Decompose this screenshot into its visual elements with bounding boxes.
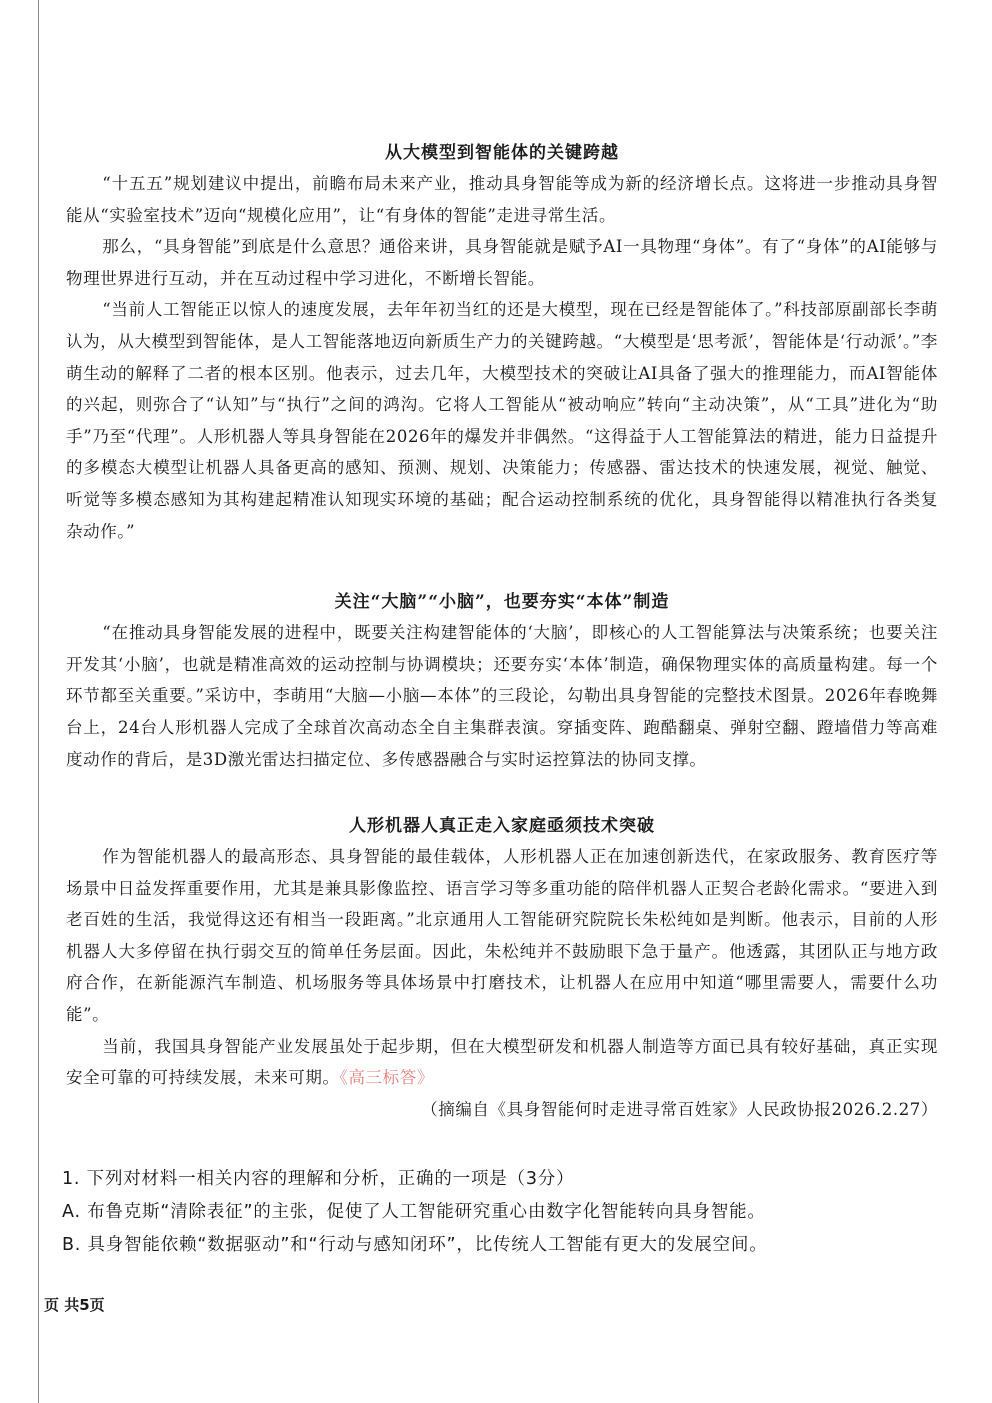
section-3-title: 人形机器人真正走入家庭亟须技术突破 — [349, 816, 655, 837]
section-2-paragraph-1: “在推动具身智能发展的进程中，既要关注构建智能体的‘大脑’，即核心的人工智能算法与决策系统；也要关注开发其‘小脑’，也就是精准高效的运动控制与协调模块；还要夯实‘本体’制造，确保物理实体的高质量构建。每一个环节都至关重要。”采访中，李萌用“大脑—小脑—本体”的三段论，勾勒出具身智能的完整技术图景。2026年春晚舞台上，24台人形机器人完成了全球首次高动态全自主集群表演。穿插变阵、跑酷翻桌、弹射空翻、蹬墙借力等高难度动作的背后，是3D激光雷达扫描定位、多传感器融合与实时运控算法的协同支撑。 — [66, 623, 938, 769]
question-1-stem: 1. 下列对材料一相关内容的理解和分析，正确的一项是（3分） — [62, 1169, 575, 1189]
question-1-option-b: B. 具身智能依赖“数据驱动”和“行动与感知闭环”，比传统人工智能有更大的发展空间。 — [62, 1235, 768, 1255]
questions — [62, 1163, 942, 1262]
article — [66, 138, 938, 1125]
article-source: （摘编自《具身智能何时走进寻常百姓家》人民政协报2026.2.27） — [421, 1099, 938, 1119]
section-2-title: 关注“大脑”“小脑”，也要夯实“本体”制造 — [334, 592, 670, 613]
section-gap — [66, 775, 938, 811]
question-1-option-a: A. 布鲁克斯“清除表征”的主张，促使了人工智能研究重心由数字化智能转向具身智能。 — [62, 1202, 766, 1222]
page-footer: 页 共5页 — [44, 1296, 105, 1314]
section-gap — [66, 547, 938, 587]
section-3-paragraph-1: 作为智能机器人的最高形态、具身智能的最佳载体，人形机器人正在加速创新迭代，在家政服务、教育医疗等场景中日益发挥重要作用，尤其是兼具影像监控、语言学习等多重功能的陪伴机器人正契合老龄化需求。“要进入到老百姓的生活，我觉得这还有相当一段距离。”北京通用人工智能研究院院长朱松纯如是判断。他表示，目前的人形机器人大多停留在执行弱交互的简单任务层面。因此，朱松纯并不鼓励眼下急于量产。他透露，其团队正与地方政府合作，在新能源汽车制造、机场服务等具体场景中打磨技术，让机器人在应用中知道“哪里需要人，需要什么功能”。 — [66, 847, 938, 1025]
watermark-text: 《高三标答》 — [339, 1068, 434, 1088]
section-3-paragraph-2 — [66, 1031, 938, 1094]
section-1-title: 从大模型到智能体的关键跨越 — [385, 143, 619, 163]
section-1-paragraph-3: “当前人工智能正以惊人的速度发展，去年年初当红的还是大模型，现在已经是智能体了。”科技部原副部长李萌认为，从大模型到智能体，是人工智能落地迈向新质生产力的关键跨越。“大模型是‘思考派’，智能体是‘行动派’。”李萌生动的解释了二者的根本区别。他表示，过去几年，大模型技术的突破让AI具备了强大的推理能力，而AI智能体的兴起，则弥合了“认知”与“执行”之间的鸿沟。它将人工智能从“被动响应”转向“主动决策”，从“工具”进化为“助手”乃至“代理”。人形机器人等具身智能在2026年的爆发并非偶然。“这得益于人工智能算法的精进，能力日益提升的多模态大模型让机器人具备更高的感知、预测、规划、决策能力；传感器、雷达技术的快速发展，视觉、触觉、听觉等多模态感知为其构建起精准认知现实环境的基础；配合运动控制系统的优化，具身智能得以精准执行各类复杂动作。” — [66, 300, 938, 541]
paragraph-text: 当前，我国具身智能产业发展虽处于起步期，但在大模型研发和机器人制造等方面已具有较好基础，真正实现安全可靠的可持续发展，未来可期。 — [66, 1036, 938, 1088]
section-1-paragraph-2: 那么，“具身智能”到底是什么意思？通俗来讲，具身智能就是赋予AI一具物理“身体”。有了“身体”的AI能够与物理世界进行互动，并在互动过程中学习进化，不断增长智能。 — [66, 237, 938, 288]
section-1-paragraph-1: “十五五”规划建议中提出，前瞻布局未来产业，推动具身智能等成为新的经济增长点。这将进一步推动具身智能从“实验室技术”迈向“规模化应用”，让“有身体的智能”走进寻常生活。 — [66, 174, 938, 225]
page-margin-line — [38, 0, 39, 1403]
